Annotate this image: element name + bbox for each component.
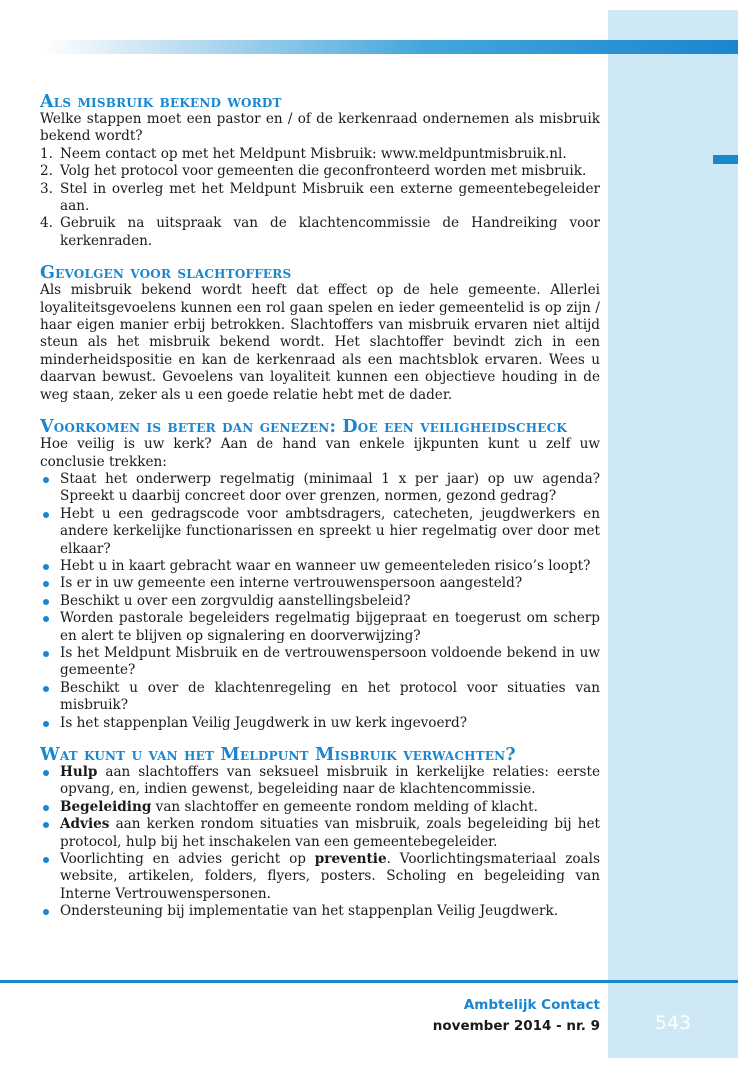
side-tab-marker	[713, 155, 738, 164]
list-item: 3. Stel in overleg met het Meldpunt Misbruik een externe gemeentebegeleider aan.	[40, 180, 600, 215]
bullet-icon	[43, 770, 49, 776]
section-heading: Voorkomen is beter dan genezen: Doe een veiligheidscheck	[40, 417, 568, 438]
side-column	[608, 10, 738, 1058]
list-item: Worden pastorale begeleiders regelmatig bijgepraat en toegerust om scherp en alert te blijven op signalering en doorverwijzing?	[40, 610, 600, 645]
magazine-title: Ambtelijk Contact	[463, 997, 600, 1013]
bullet-icon	[43, 616, 49, 622]
section-intro: Hoe veilig is uw kerk? Aan de hand van enkele ijkpunten kunt u zelf uw conclusie trekken:	[40, 436, 600, 470]
bullet-icon	[43, 805, 49, 811]
bullet-icon	[43, 581, 49, 587]
issue-info: november 2014 - nr. 9	[432, 1018, 600, 1034]
section-gevolgen	[40, 264, 600, 404]
list-item: Beschikt u over een zorgvuldig aanstellingsbeleid?	[40, 593, 600, 610]
page-number: 543	[654, 1012, 692, 1034]
list-item: 4. Gebruik na uitspraak van de klachtencommissie de Handreiking voor kerkenraden.	[40, 215, 600, 249]
list-item: Staat het onderwerp regelmatig (minimaal 1 x per jaar) op uw agenda? Spreekt u daarbij concreet door over grenzen, normen, gezond gedrag?	[40, 471, 600, 506]
list-item: Is het stappenplan Veilig Jeugdwerk in uw kerk ingevoerd?	[40, 715, 600, 732]
bullet-icon	[43, 686, 49, 692]
section-heading: Als misbruik bekend wordt	[40, 92, 282, 112]
section-body: Als misbruik bekend wordt heeft dat effect op de hele gemeente. Allerlei loyaliteitsgevoelens kunnen een rol gaan spelen en ieder gemeentelid is op zijn / haar eigen manier erbij betrokken. Slachtoffers van misbruik ervaren niet altijd steun als het misbruik bekend wordt. Het slachtoffer bevindt zich in een minderheidspositie en kan de kerkenraad als een machtsblok ervaren. Wees u daarvan bewust. Gevoelens van loyaliteit kunnen een objectieve houding in de weg staan, zeker als u een goede relatie hebt met de dader.	[40, 282, 600, 403]
list-item: Hebt u in kaart gebracht waar en wanneer uw gemeenteleden risico’s loopt?	[40, 558, 600, 575]
list-item: 1. Neem contact op met het Meldpunt Misbruik: www.meldpuntmisbruik.nl.	[40, 145, 567, 162]
article-content	[40, 93, 600, 935]
bullet-icon	[43, 512, 49, 518]
list-item: 2. Volg het protocol voor gemeenten die geconfronteerd worden met misbruik.	[40, 163, 587, 180]
list-item: Is er in uw gemeente een interne vertrouwenspersoon aangesteld?	[40, 575, 600, 592]
bullet-icon	[43, 822, 49, 828]
footer-rule	[0, 980, 738, 983]
list-item: Voorlichting en advies gericht op preventie. Voorlichtingsmateriaal zoals website, artikelen, folders, flyers, posters. Scholing en begeleiding van Interne Vertrouwenspersonen.	[40, 851, 600, 903]
bullet-icon	[43, 599, 49, 605]
list-item: Hebt u een gedragscode voor ambtsdragers, catecheten, jeugdwerkers en andere kerkelijke functionarissen en spreekt u hier regelmatig over door met elkaar?	[40, 506, 600, 558]
section-heading: Gevolgen voor slachtoffers	[40, 263, 292, 284]
bullet-icon	[43, 721, 49, 727]
header-gradient-bar	[40, 40, 738, 54]
list-item: Begeleiding van slachtoffer en gemeente rondom melding of klacht.	[40, 799, 600, 816]
services-list	[40, 764, 600, 921]
list-item: Is het Meldpunt Misbruik en de vertrouwenspersoon voldoende bekend in uw gemeente?	[40, 645, 600, 680]
bullet-icon	[43, 651, 49, 657]
section-veiligheidscheck	[40, 418, 600, 732]
steps-list	[40, 146, 600, 250]
bullet-icon	[43, 857, 49, 863]
list-item: Ondersteuning bij implementatie van het stappenplan Veilig Jeugdwerk.	[40, 903, 600, 920]
list-item: Beschikt u over de klachtenregeling en het protocol voor situaties van misbruik?	[40, 680, 600, 715]
section-meldpunt	[40, 746, 600, 921]
list-item: Hulp aan slachtoffers van seksueel misbruik in kerkelijke relaties: eerste opvang, en, indien gewenst, begeleiding naar de klachtencommissie.	[40, 764, 600, 799]
bullet-icon	[43, 909, 49, 915]
list-item: Advies aan kerken rondom situaties van misbruik, zoals begeleiding bij het protocol, hulp bij het inschakelen van een gemeentebegeleider.	[40, 816, 600, 851]
section-als-misbruik	[40, 93, 600, 250]
bullet-icon	[43, 477, 49, 483]
section-intro: Welke stappen moet een pastor en / of de kerkenraad ondernemen als misbruik bekend wordt?	[40, 111, 600, 145]
bullet-icon	[43, 564, 49, 570]
section-heading: Wat kunt u van het Meldpunt Misbruik verwachten?	[40, 745, 516, 765]
checklist	[40, 471, 600, 732]
